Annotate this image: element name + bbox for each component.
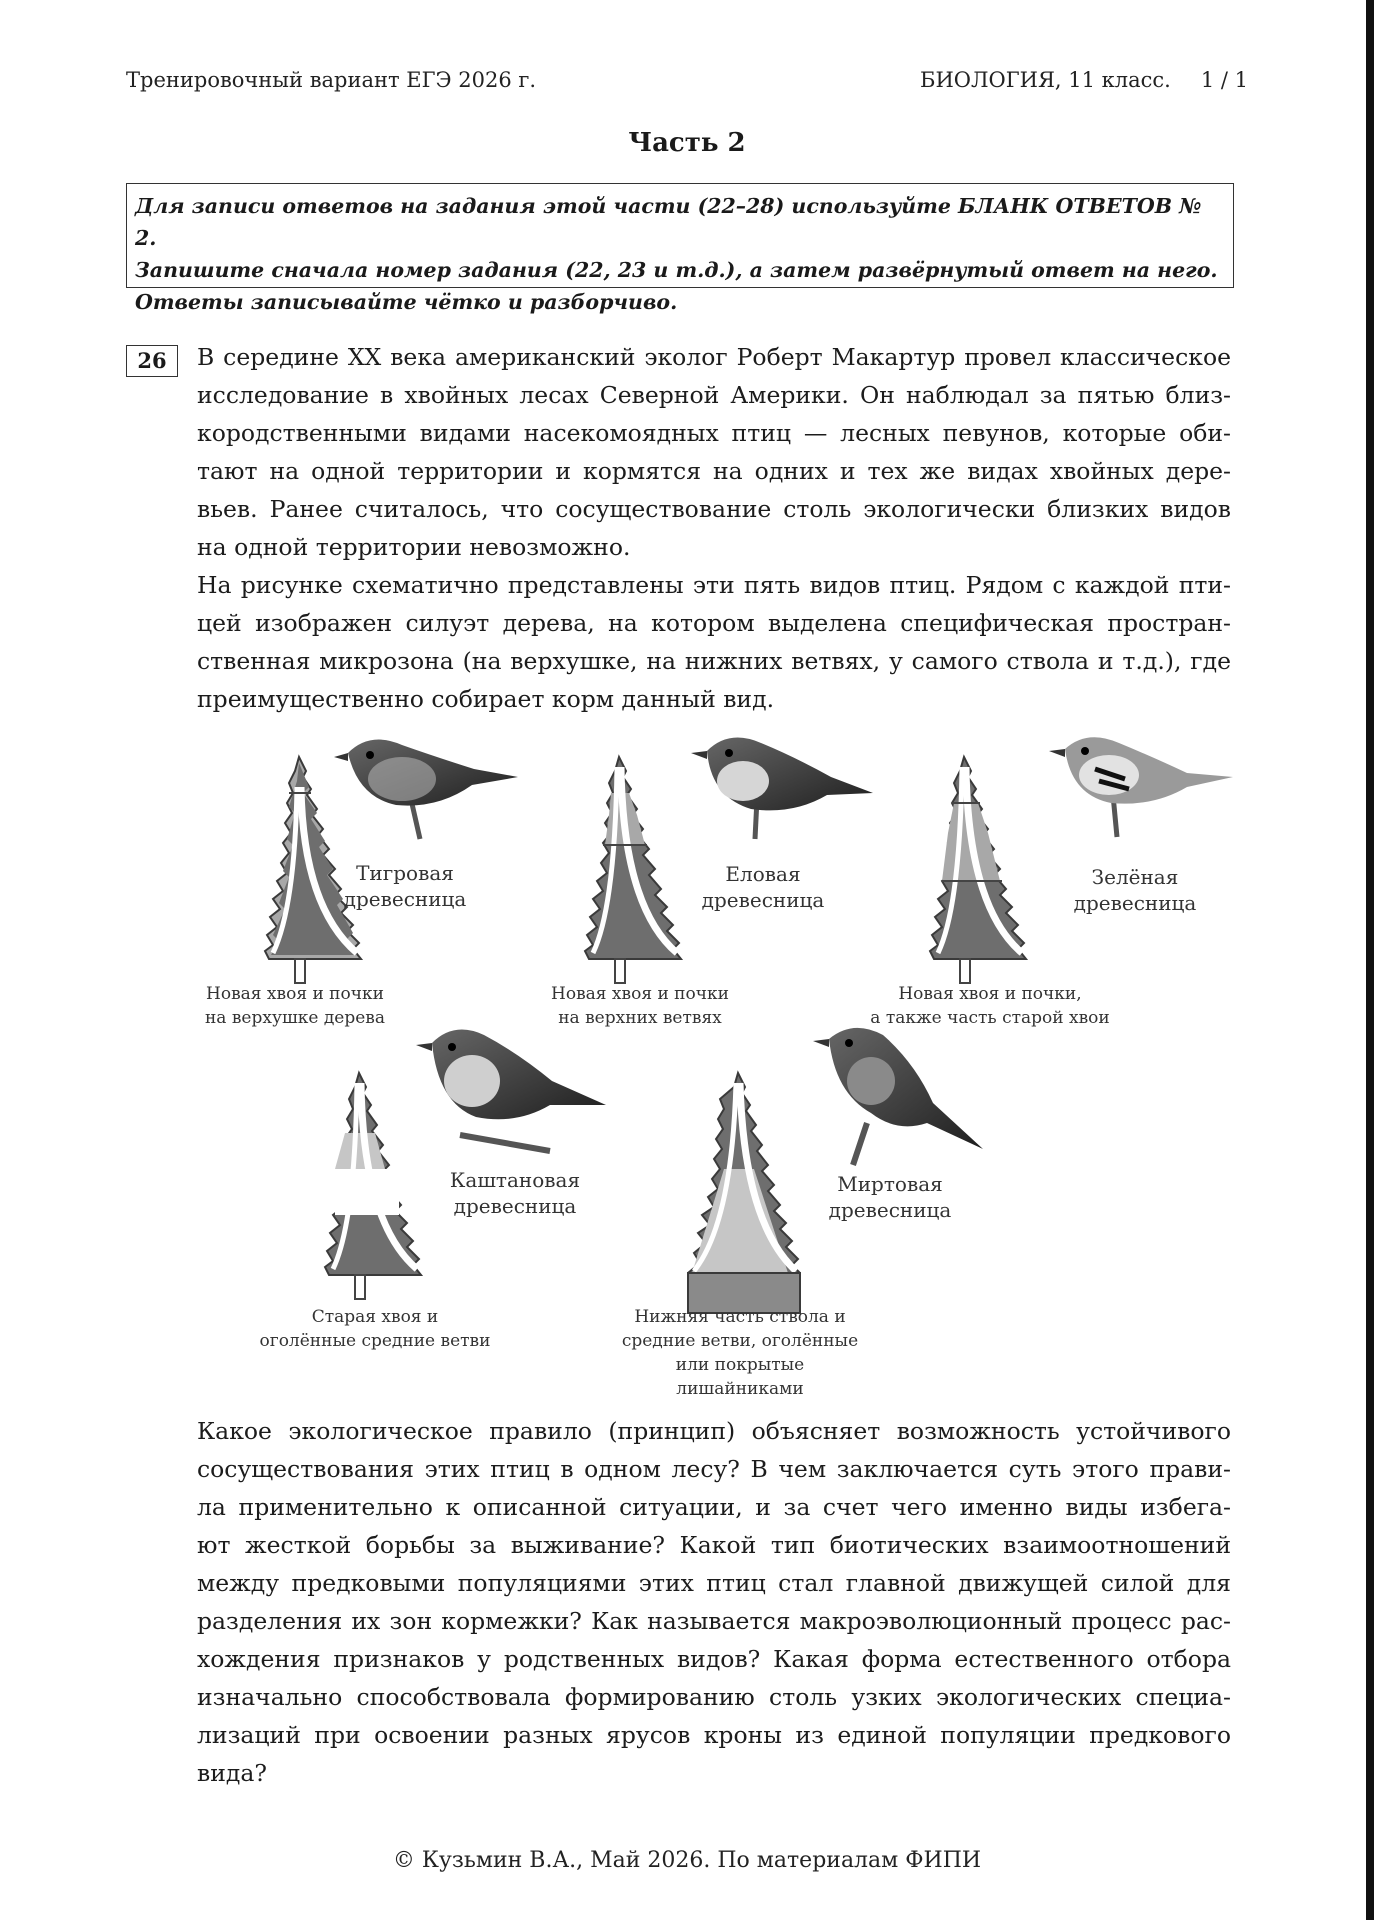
bird-name-tiger: Тигровая древесница xyxy=(343,861,467,911)
bird-name-green: Зелёная древесница xyxy=(1073,865,1197,915)
bird-name-chestnut: Каштановая древесница xyxy=(449,1168,581,1218)
text-line: изначально способствовала формированию столь узких экологических специа- xyxy=(197,1683,1231,1711)
page-header xyxy=(126,68,1248,98)
tree-icon xyxy=(585,757,681,983)
header-variant: Тренировочный вариант ЕГЭ 2026 г. xyxy=(126,68,537,92)
zone-caption-spruce: Новая хвоя и почки на верхних ветвях xyxy=(551,984,729,1028)
text-line: ла применительно к описанной ситуации, и за счет чего именно виды избега- xyxy=(197,1493,1231,1521)
text-line: на одной территории невозможно. xyxy=(197,533,631,561)
task-intro-text xyxy=(197,338,1231,718)
text-line: между предковыми популяциями этих птиц стал главной движущей силой для xyxy=(197,1569,1231,1597)
text-line: вьев. Ранее считалось, что сосуществование столь экологически близких видов xyxy=(197,495,1231,523)
instructions-box xyxy=(126,183,1234,314)
tree-icon xyxy=(688,1073,800,1313)
text-line: кородственными видами насекомоядных птиц — лесных певунов, которые оби- xyxy=(197,419,1231,447)
page-footer: © Кузьмин В.А., Май 2026. По материалам ФИПИ xyxy=(392,1848,982,1873)
header-subject-page xyxy=(920,68,1248,92)
green-warbler-bird-icon xyxy=(1049,737,1233,837)
header-subject: БИОЛОГИЯ, 11 класс. xyxy=(920,68,1171,92)
warblers-illustration xyxy=(190,725,1270,1405)
instruction-line: Запишите сначала номер задания (22, 23 и т.д.), а затем развёрнутый ответ на него. xyxy=(135,258,1218,282)
bird-name-myrtle: Миртовая древесница xyxy=(828,1172,952,1222)
tree-icon xyxy=(325,1073,421,1299)
page-edge xyxy=(1366,0,1374,1920)
text-line: ют жесткой борьбы за выживание? Какой тип биотических взаимоотношений xyxy=(197,1531,1231,1559)
zone-caption-chestnut: Старая хвоя и оголённые средние ветви xyxy=(259,1307,491,1351)
zone-caption-green: Новая хвоя и почки, а также часть старой хвои xyxy=(870,984,1110,1028)
text-line: сосуществования этих птиц в одном лесу? В чем заключается суть этого прави- xyxy=(197,1455,1231,1483)
text-line: тают на одной территории и кормятся на одних и тех же видах хвойных дере- xyxy=(197,457,1231,485)
header-page-number: 1 / 1 xyxy=(1200,68,1248,92)
text-line: цей изображен силуэт дерева, на котором выделена специфическая простран- xyxy=(197,609,1231,637)
tree-icon xyxy=(930,757,1026,983)
text-line: Какое экологическое правило (принцип) объясняет возможность устойчивого xyxy=(197,1417,1231,1445)
instruction-line: Ответы записывайте чётко и разборчиво. xyxy=(135,290,678,314)
text-line: хождения признаков у родственных видов? Какая форма естественного отбора xyxy=(197,1645,1231,1673)
text-line: лизаций при освоении разных ярусов кроны из единой популяции предкового xyxy=(197,1721,1231,1749)
task-question-text xyxy=(197,1412,1231,1792)
myrtle-warbler-bird-icon xyxy=(813,1028,983,1165)
task-number-box: 26 xyxy=(126,345,178,377)
text-line: В середине XX века американский эколог Роберт Макартур провел классическое xyxy=(197,343,1231,371)
text-line: разделения их зон кормежки? Как называется макроэволюционный процесс рас- xyxy=(197,1607,1231,1635)
text-line: вида? xyxy=(197,1759,267,1787)
zone-caption-myrtle: Нижняя часть ствола и средние ветви, оголённые или покрытые лишайниками xyxy=(621,1307,859,1399)
text-line: На рисунке схематично представлены эти пять видов птиц. Рядом с каждой пти- xyxy=(197,571,1231,599)
text-line: исследование в хвойных лесах Северной Америки. Он наблюдал за пятью близ- xyxy=(197,381,1231,409)
zone-caption-tiger: Новая хвоя и почки на верхушке дерева xyxy=(204,984,386,1028)
warblers-figure xyxy=(190,725,1270,1405)
chestnut-warbler-bird-icon xyxy=(416,1030,606,1151)
tiger-warbler-bird-icon xyxy=(334,740,518,839)
spruce-warbler-bird-icon xyxy=(691,738,873,839)
part-title: Часть 2 xyxy=(628,128,746,158)
bird-name-spruce: Еловая древесница xyxy=(701,862,825,912)
text-line: ственная микрозона (на верхушке, на нижних ветвях, у самого ствола и т.д.), где xyxy=(197,647,1231,675)
text-line: преимущественно собирает корм данный вид. xyxy=(197,685,775,713)
instruction-line: Для записи ответов на задания этой части (22–28) используйте БЛАНК ОТВЕТОВ № 2. xyxy=(135,194,1202,250)
